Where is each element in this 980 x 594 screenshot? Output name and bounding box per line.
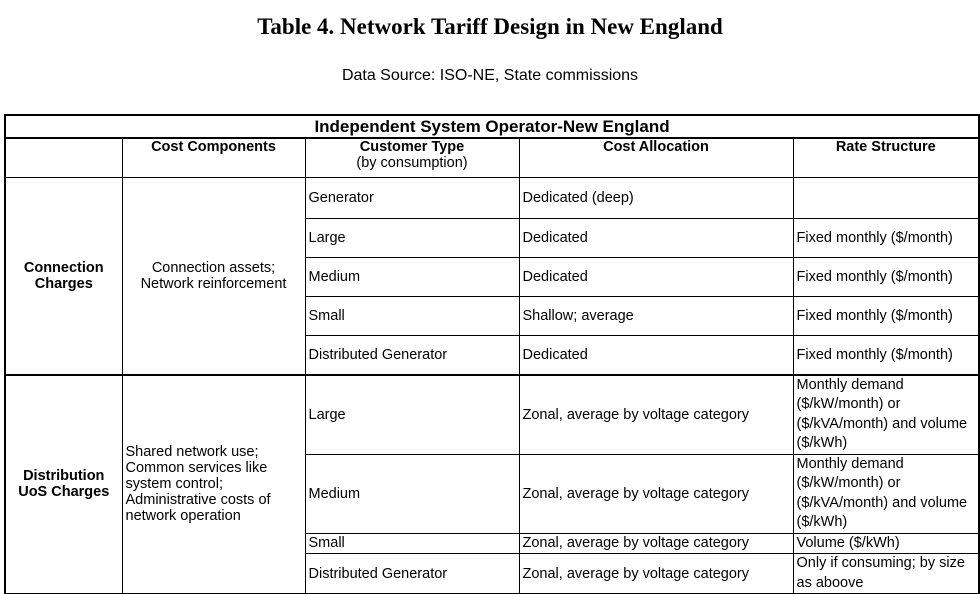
header-rate-structure: Rate Structure xyxy=(793,138,979,178)
table-row xyxy=(5,375,979,455)
group-components-distribution: Shared network use; Common services like system control; Administrative costs of network operation xyxy=(122,375,305,594)
table-row xyxy=(5,178,979,219)
customer-type-cell: Medium xyxy=(305,258,519,297)
tariff-table xyxy=(4,114,980,594)
rate-structure-cell: Monthly demand ($/kW/month) or ($/kVA/month) and volume ($/kWh) xyxy=(793,375,979,455)
customer-type-cell: Small xyxy=(305,533,519,554)
customer-type-cell: Distributed Generator xyxy=(305,554,519,594)
rate-structure-cell xyxy=(793,178,979,219)
header-customer-type xyxy=(305,138,519,178)
customer-type-cell: Generator xyxy=(305,178,519,219)
rate-structure-cell: Fixed monthly ($/month) xyxy=(793,258,979,297)
table-title: Table 4. Network Tariff Design in New England xyxy=(257,14,723,39)
table-band-title: Independent System Operator-New England xyxy=(5,115,979,138)
cost-allocation-cell: Dedicated xyxy=(519,336,793,375)
cost-allocation-cell: Zonal, average by voltage category xyxy=(519,375,793,455)
customer-type-cell: Small xyxy=(305,297,519,336)
header-customer-type-sub: (by consumption) xyxy=(356,155,468,171)
rate-structure-cell: Fixed monthly ($/month) xyxy=(793,219,979,258)
customer-type-cell: Large xyxy=(305,219,519,258)
cost-allocation-cell: Zonal, average by voltage category xyxy=(519,533,793,554)
cost-allocation-cell: Dedicated xyxy=(519,219,793,258)
cost-allocation-cell: Dedicated xyxy=(519,258,793,297)
rate-structure-cell: Volume ($/kWh) xyxy=(793,533,979,554)
header-cost-allocation: Cost Allocation xyxy=(519,138,793,178)
rate-structure-cell: Fixed monthly ($/month) xyxy=(793,336,979,375)
header-blank xyxy=(5,138,122,178)
group-label-distribution: Distribution UoS Charges xyxy=(5,375,122,594)
group-components-connection: Connection assets; Network reinforcement xyxy=(122,178,305,375)
data-source: Data Source: ISO-NE, State commissions xyxy=(341,67,639,84)
customer-type-cell: Distributed Generator xyxy=(305,336,519,375)
customer-type-cell: Large xyxy=(305,375,519,455)
rate-structure-cell: Fixed monthly ($/month) xyxy=(793,297,979,336)
cost-allocation-cell: Zonal, average by voltage category xyxy=(519,454,793,533)
cost-allocation-cell: Zonal, average by voltage category xyxy=(519,554,793,594)
header-customer-type-label: Customer Type xyxy=(359,139,465,155)
header-cost-components: Cost Components xyxy=(122,138,305,178)
cost-allocation-cell: Shallow; average xyxy=(519,297,793,336)
cost-allocation-cell: Dedicated (deep) xyxy=(519,178,793,219)
group-label-connection: Connection Charges xyxy=(5,178,122,375)
customer-type-cell: Medium xyxy=(305,454,519,533)
rate-structure-cell: Monthly demand ($/kW/month) or ($/kVA/month) and volume ($/kWh) xyxy=(793,454,979,533)
rate-structure-cell: Only if consuming; by size as aboove xyxy=(793,554,979,594)
